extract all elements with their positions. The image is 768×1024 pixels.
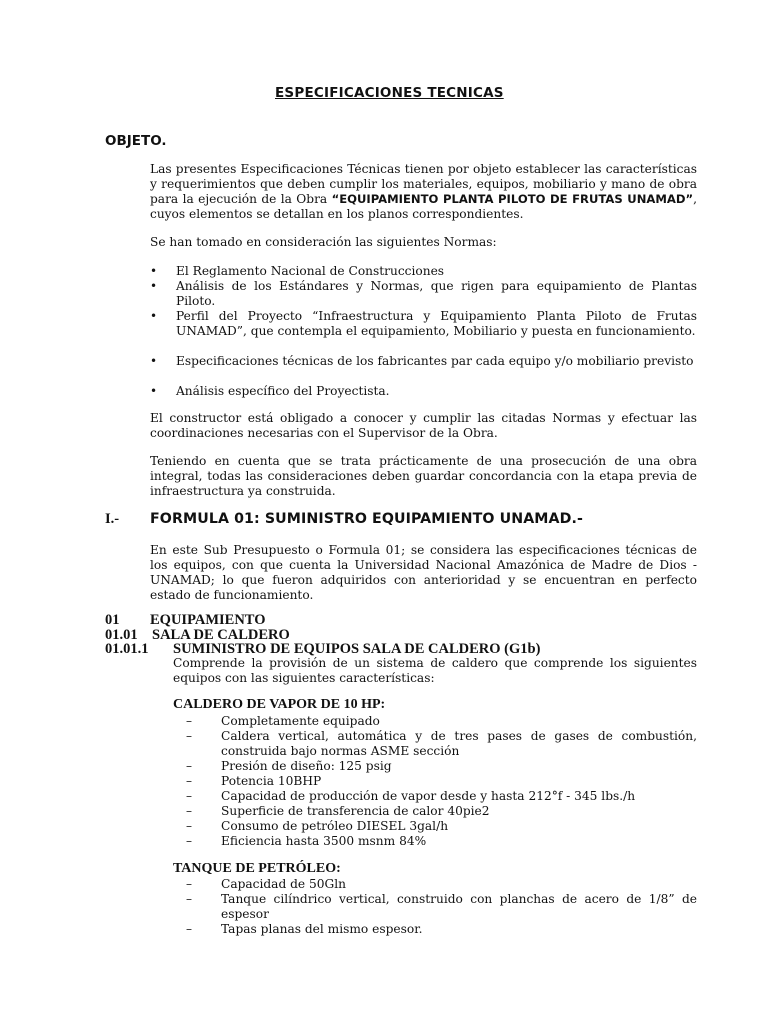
dash-bullet-icon: – [186, 774, 192, 788]
intro-text-1: Las presentes Especificaciones Técnicas tienen por objeto establecer las características y requerimientos que deben cumplir los materiales, equipos, mobiliario y mano de obra para la ejecución de la Obra [150, 162, 697, 206]
page-title: ESPECIFICACIONES TECNICAS [275, 85, 504, 101]
obra-paragraph: Teniendo en cuenta que se trata prácticamente de una prosecución de una obra integral, todas las consideraciones deben guardar concordancia con la etapa previa de infraestructura ya construida. [150, 454, 697, 498]
bullet-icon: • [150, 309, 158, 323]
norma-text: Análisis de los Estándares y Normas, que rigen para equipamiento de Plantas Piloto. [176, 279, 697, 308]
caldero-spec: Capacidad de producción de vapor desde y hasta 212°f - 345 lbs./h [221, 789, 636, 803]
bullet-icon: • [150, 264, 158, 278]
intro-paragraph [150, 162, 697, 222]
dash-bullet-icon: – [186, 714, 192, 728]
norma-text: Perfil del Proyecto “Infraestructura y Equipamiento Planta Piloto de Frutas UNAMAD”, que contempla el equipamiento, Mobiliario y puesta en funcionamiento. [176, 309, 697, 338]
dash-bullet-icon: – [186, 892, 192, 906]
section-number: I.- [105, 511, 120, 527]
normas-intro: Se han tomado en consideración las siguientes Normas: [150, 235, 497, 249]
item-0101-label: SALA DE CALDERO [152, 627, 290, 643]
dash-bullet-icon: – [186, 804, 192, 818]
section-title: FORMULA 01: SUMINISTRO EQUIPAMIENTO UNAMAD.- [150, 511, 583, 527]
item-010101-label: SUMINISTRO DE EQUIPOS SALA DE CALDERO (G1b) [173, 641, 541, 657]
norma-text: El Reglamento Nacional de Construcciones [176, 264, 445, 278]
caldero-spec: Superficie de transferencia de calor 40pie2 [221, 804, 490, 818]
caldero-spec: Completamente equipado [221, 714, 380, 728]
section-intro: En este Sub Presupuesto o Formula 01; se considera las especificaciones técnicas de los equipos, con que cuenta la Universidad Nacional Amazónica de Madre de Dios - UNAMAD; lo que fueron adquiridos con anterioridad y se encuentran en perfecto estado de funcionamiento. [150, 543, 697, 602]
tanque-heading: TANQUE DE PETRÓLEO: [173, 861, 341, 876]
intro-text-2: , cuyos elementos se detallan en los planos correspondientes. [150, 192, 698, 221]
caldero-heading: CALDERO DE VAPOR DE 10 HP: [173, 697, 386, 712]
norma-text: Especificaciones técnicas de los fabricantes par cada equipo y/o mobiliario previsto [176, 354, 694, 368]
bullet-icon: • [150, 279, 158, 293]
objeto-heading: OBJETO. [105, 133, 167, 149]
caldero-spec: Eficiencia hasta 3500 msnm 84% [221, 834, 427, 848]
constructor-paragraph: El constructor está obligado a conocer y cumplir las citadas Normas y efectuar las coordinaciones necesarias con el Supervisor de la Obra. [150, 411, 697, 440]
tanque-spec: Tanque cilíndrico vertical, construido con planchas de acero de 1/8” de espesor [221, 892, 697, 921]
item-01-number: 01 [105, 612, 120, 628]
dash-bullet-icon: – [186, 877, 192, 891]
item-0101-number: 01.01 [105, 627, 138, 643]
dash-bullet-icon: – [186, 789, 192, 803]
dash-bullet-icon: – [186, 759, 192, 773]
dash-bullet-icon: – [186, 834, 192, 848]
caldero-spec: Presión de diseño: 125 psig [221, 759, 392, 773]
bullet-icon: • [150, 384, 158, 398]
bullet-icon: • [150, 354, 158, 368]
caldero-spec: Consumo de petróleo DIESEL 3gal/h [221, 819, 449, 833]
dash-bullet-icon: – [186, 819, 192, 833]
item-01-label: EQUIPAMIENTO [150, 612, 266, 628]
caldero-spec: Caldera vertical, automática y de tres pases de gases de combustión, construida bajo normas ASME sección [221, 729, 697, 758]
dash-bullet-icon: – [186, 922, 192, 936]
project-name: “EQUIPAMIENTO PLANTA PILOTO DE FRUTAS UNAMAD” [331, 192, 694, 206]
item-010101-description: Comprende la provisión de un sistema de caldero que comprende los siguientes equipos con las siguientes características: [173, 656, 697, 685]
dash-bullet-icon: – [186, 729, 192, 743]
item-010101-number: 01.01.1 [105, 641, 149, 657]
caldero-spec: Potencia 10BHP [221, 774, 322, 788]
tanque-spec: Tapas planas del mismo espesor. [221, 922, 423, 936]
norma-text: Análisis específico del Proyectista. [176, 384, 390, 398]
tanque-spec: Capacidad de 50Gln [221, 877, 347, 891]
